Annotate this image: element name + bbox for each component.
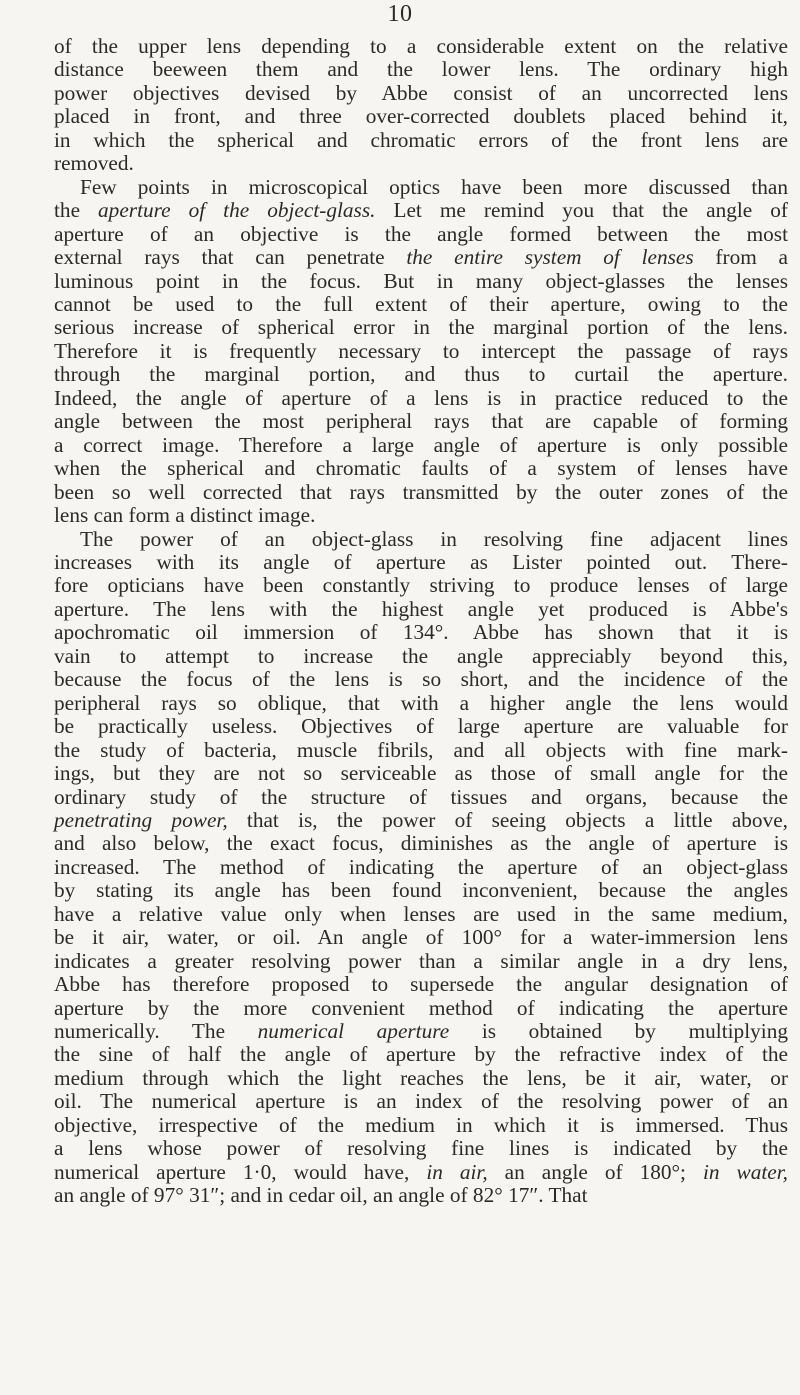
text-line: and also below, the exact focus, diminishes as the angle of aperture is: [54, 831, 788, 856]
emphasis: the entire system of lenses: [406, 245, 694, 270]
text-line: angle between the most peripheral rays that are capable of forming: [54, 409, 788, 434]
page-number: 10: [387, 1, 413, 27]
text-line: Abbe has therefore proposed to supersede the angular designation of: [54, 972, 788, 997]
text-line: aperture of an objective is the angle formed between the most: [54, 221, 788, 246]
text-line: peripheral rays so oblique, that with a higher angle the lens would: [54, 690, 788, 715]
text-line: of the upper lens depending to a considerable extent on the relative: [54, 34, 788, 58]
text-line: external rays that can penetrate the entire system of lenses from a: [54, 245, 788, 270]
text-line: in which the spherical and chromatic errors of the front lens are: [54, 127, 788, 152]
paragraph: [54, 528, 788, 1208]
text-line: a lens whose power of resolving fine lines is indicated by the: [54, 1136, 788, 1161]
text-line: Therefore it is frequently necessary to intercept the passage of rays: [54, 338, 788, 363]
text-line: Few points in microscopical optics have been more discussed than: [80, 174, 788, 199]
text-line: been so well corrected that rays transmitted by the outer zones of the: [54, 479, 788, 504]
text-line: ings, but they are not so serviceable as those of small angle for the: [54, 761, 788, 786]
text-line: removed.: [54, 151, 134, 176]
emphasis: in air,: [426, 1159, 488, 1184]
text-line: the aperture of the object-glass. Let me remind you that the angle of: [54, 198, 788, 223]
text-line: because the focus of the lens is so short, and the incidence of the: [54, 667, 788, 692]
text-line: penetrating power, that is, the power of seeing objects a little above,: [54, 807, 788, 832]
text-line: medium through which the light reaches the lens, be it air, water, or: [54, 1065, 788, 1090]
text-line: apochromatic oil immersion of 134°. Abbe has shown that it is: [54, 620, 788, 645]
text-line: be practically useless. Objectives of large aperture are valuable for: [54, 714, 788, 739]
text-line: lens can form a distinct image.: [54, 503, 316, 528]
emphasis: in water,: [702, 1159, 788, 1184]
text-line: The power of an object-glass in resolving fine adjacent lines: [80, 526, 788, 551]
text-line: the study of bacteria, muscle fibrils, and all objects with fine mark-: [54, 737, 788, 762]
text-line: a correct image. Therefore a large angle of aperture is only possible: [54, 432, 788, 457]
text-line: ordinary study of the structure of tissues and organs, because the: [54, 784, 788, 809]
text-line: Indeed, the angle of aperture of a lens is in practice reduced to the: [54, 385, 788, 410]
paragraph: [54, 176, 788, 528]
text-line: indicates a greater resolving power than a similar angle in a dry lens,: [54, 948, 788, 973]
paragraph: [54, 35, 788, 176]
text-line: have a relative value only when lenses are used in the same medium,: [54, 901, 788, 926]
text-line: oil. The numerical aperture is an index of the resolving power of an: [54, 1089, 788, 1114]
text-line: distance beeween them and the lower lens. The ordinary high: [54, 57, 788, 82]
text-line: aperture by the more convenient method of indicating the aperture: [54, 995, 788, 1020]
text-line: an angle of 97° 31″; and in cedar oil, an angle of 82° 17″. That: [54, 1183, 588, 1208]
body-text: [54, 35, 788, 1208]
text-line: cannot be used to the full extent of their aperture, owing to the: [54, 291, 788, 316]
text-line: increases with its angle of aperture as Lister pointed out. There-: [54, 549, 788, 574]
text-line: objective, irrespective of the medium in which it is immersed. Thus: [54, 1112, 788, 1137]
text-line: the sine of half the angle of aperture by the refractive index of the: [54, 1042, 788, 1067]
text-line: increased. The method of indicating the aperture of an object-glass: [54, 854, 788, 879]
text-line: through the marginal portion, and thus to curtail the aperture.: [54, 362, 788, 387]
text-line: numerically. The numerical aperture is obtained by multiplying: [54, 1019, 788, 1044]
text-line: when the spherical and chromatic faults of a system of lenses have: [54, 456, 788, 481]
text-line: fore opticians have been constantly striving to produce lenses of large: [54, 573, 788, 598]
text-line: be it air, water, or oil. An angle of 100° for a water-immersion lens: [54, 925, 788, 950]
emphasis: aperture of the object-glass.: [98, 198, 376, 223]
text-line: power objectives devised by Abbe consist of an uncorrected lens: [54, 80, 788, 105]
text-line: by stating its angle has been found inconvenient, because the angles: [54, 878, 788, 903]
emphasis: numerical aperture: [257, 1019, 450, 1044]
text-line: serious increase of spherical error in the marginal portion of the lens.: [54, 315, 788, 340]
text-line: aperture. The lens with the highest angle yet produced is Abbe's: [54, 596, 788, 621]
text-line: numerical aperture 1·0, would have, in air, an angle of 180°; in water,: [54, 1159, 788, 1184]
emphasis: penetrating power,: [54, 807, 228, 832]
text-line: vain to attempt to increase the angle appreciably beyond this,: [54, 643, 788, 668]
text-line: placed in front, and three over-corrected doublets placed behind it,: [54, 104, 788, 129]
text-line: luminous point in the focus. But in many object-glasses the lenses: [54, 268, 788, 293]
